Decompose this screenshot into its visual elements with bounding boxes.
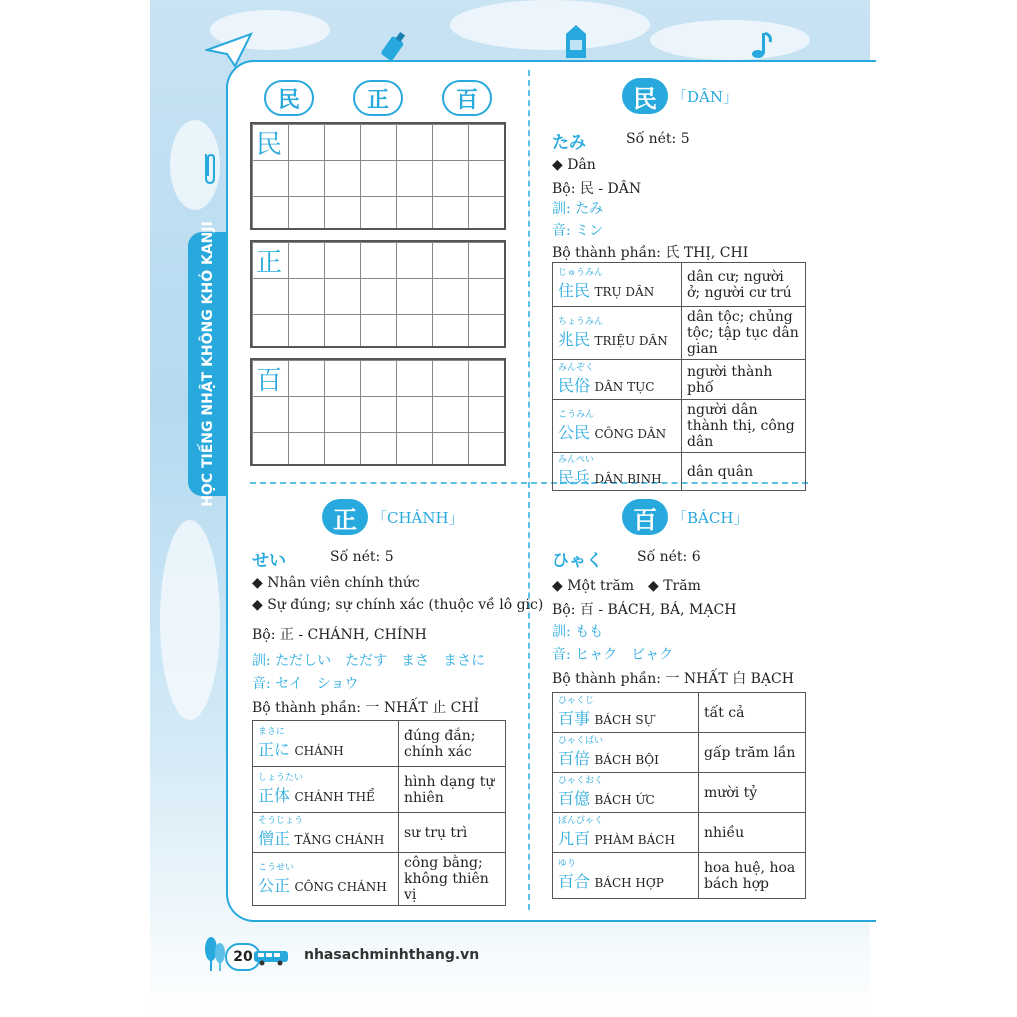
table-row: [253, 853, 506, 906]
vocab-meaning: hình dạng tự nhiên: [399, 767, 506, 813]
vocab-han-viet: DÂN TỤC: [594, 380, 655, 394]
vocab-word: 凡百: [558, 829, 591, 848]
entry-strokes: Số nét: 5: [626, 131, 690, 147]
meaning-text: Sự đúng; sự chính xác (thuộc về lô gic): [267, 597, 544, 613]
entry-kun: 訓: たみ: [552, 201, 604, 217]
vocab-word: 正に: [258, 740, 291, 759]
vocab-meaning: nhiều: [699, 813, 806, 853]
ruby: ひゃくばい: [558, 736, 604, 746]
ruby: ひゃくおく: [558, 776, 604, 786]
table-row: [553, 693, 806, 733]
practice-grid-2: [250, 240, 506, 348]
entry-radical: Bộ: 正 - CHÁNH, CHÍNH: [252, 627, 427, 643]
entry-han-viet: 「CHÁNH」: [372, 509, 464, 527]
vocab-han-viet: BÁCH HỢP: [594, 876, 664, 890]
ruby: ひゃくじ: [558, 696, 595, 706]
entry-kana: たみ: [552, 133, 586, 153]
ruby: そうじょう: [258, 816, 304, 826]
ruby: しょうたい: [258, 773, 304, 783]
vocab-meaning: hoa huệ, hoa bách hợp: [699, 853, 806, 899]
table-row: [553, 813, 806, 853]
entry-kanji-badge: 百: [622, 499, 668, 535]
vocab-word: 百倍: [558, 749, 591, 768]
table-row: [253, 767, 506, 813]
entry-meaning: ◆ Một trăm ◆ Trăm: [552, 578, 701, 594]
practice-grid-1: [250, 122, 506, 230]
vocab-han-viet: TRIỆU DÂN: [594, 333, 668, 348]
entry-on: 音: ヒャク ビャク: [552, 647, 674, 663]
entry-kana: せい: [252, 551, 286, 571]
vocab-meaning: công bằng; không thiên vị: [399, 853, 506, 906]
meaning-text: Dân: [567, 157, 596, 173]
entry-kana: ひゃく: [552, 551, 603, 571]
table-row: [253, 813, 506, 853]
entry-meaning: ◆ Dân: [552, 157, 596, 173]
table-row: [553, 263, 806, 307]
entry-components: Bộ thành phần: 一 NHẤT 止 CHỈ: [252, 700, 480, 716]
side-tab: [188, 221, 228, 507]
ruby: まさに: [258, 727, 286, 737]
vocab-word: 公正: [258, 875, 291, 895]
ruby: ちょうみん: [558, 316, 604, 327]
entry-components: Bộ thành phần: 一 NHẤT 白 BẠCH: [552, 671, 794, 687]
vocab-meaning: đúng đắn; chính xác: [399, 721, 506, 767]
entry-on: 音: ミン: [552, 223, 604, 239]
paperclip-icon: [198, 150, 222, 186]
ruby: みんぺい: [558, 455, 594, 465]
practice-kanji-1: 民: [264, 80, 314, 116]
table-row: [553, 853, 806, 899]
vocab-han-viet: CHÁNH: [294, 744, 344, 758]
table-row: [553, 453, 806, 491]
side-tab-label: HỌC TIẾNG NHẬT KHÔNG KHÓ KANJI: [200, 221, 216, 507]
vocab-table: [552, 692, 806, 899]
ruby: みんぞく: [558, 363, 595, 373]
vertical-divider: [528, 70, 530, 910]
entry-han-viet: 「BÁCH」: [672, 509, 749, 527]
vocab-han-viet: BÁCH ỨC: [594, 793, 655, 807]
tree-icon: [203, 935, 227, 971]
vocab-han-viet: DÂN BINH: [594, 472, 662, 486]
page-margin: [0, 0, 150, 1017]
grid-kanji: 百: [256, 366, 283, 396]
vocab-word: 民兵: [558, 468, 591, 487]
vocab-word: 百合: [558, 872, 591, 891]
vocab-meaning: mười tỷ: [699, 773, 806, 813]
entry-meaning: ◆ Nhân viên chính thức: [252, 575, 420, 591]
vocab-meaning: người dân thành thị, công dân: [682, 400, 806, 453]
entry-kun: 訓: ただしい ただす まさ まさに: [252, 653, 486, 669]
milk-carton-icon: [563, 22, 589, 60]
table-row: [553, 400, 806, 453]
entry-strokes: Số nét: 6: [637, 549, 701, 565]
vocab-meaning: dân quân: [682, 453, 806, 491]
entry-kanji-badge: 正: [322, 499, 368, 535]
entry-radical: Bộ: 民 - DÂN: [552, 181, 642, 197]
vocab-word: 正体: [258, 786, 291, 805]
vocab-meaning: gấp trăm lần: [699, 733, 806, 773]
vocab-word: 住民: [558, 281, 591, 300]
bus-icon: [253, 950, 289, 966]
table-row: [553, 773, 806, 813]
entry-radical: Bộ: 百 - BÁCH, BÁ, MẠCH: [552, 602, 737, 618]
vocab-word: 僧正: [258, 829, 291, 848]
meaning-text: Trăm: [663, 578, 701, 594]
ruby: こうせい: [258, 862, 295, 873]
entry-han-viet: 「DÂN」: [672, 88, 738, 106]
grid-kanji: 正: [256, 248, 283, 278]
glue-bottle-icon: [375, 28, 413, 64]
ruby: こうみん: [558, 409, 595, 420]
vocab-han-viet: CHÁNH THỂ: [294, 790, 375, 804]
table-row: [553, 307, 806, 360]
vocab-meaning: tất cả: [699, 693, 806, 733]
vocab-word: 百億: [558, 789, 591, 808]
vocab-meaning: dân tộc; chủng tộc; tập tục dân gian: [682, 307, 806, 360]
vocab-han-viet: CÔNG DÂN: [594, 426, 667, 441]
practice-kanji-3: 百: [442, 80, 492, 116]
ruby: じゅうみん: [558, 268, 604, 278]
vocab-table: [552, 262, 806, 491]
meaning-text: Một trăm: [567, 578, 634, 594]
vocab-han-viet: CÔNG CHÁNH: [294, 879, 387, 894]
table-row: [253, 721, 506, 767]
page-number: 20: [225, 943, 261, 971]
practice-kanji-2: 正: [353, 80, 403, 116]
entry-components: Bộ thành phần: 氏 THỊ, CHI: [552, 245, 749, 261]
table-row: [553, 360, 806, 400]
vocab-han-viet: TRỤ DÂN: [594, 285, 655, 299]
vocab-word: 百事: [558, 709, 591, 728]
vocab-table: [252, 720, 506, 906]
entry-meaning: ◆ Sự đúng; sự chính xác (thuộc về lô gic): [252, 597, 544, 613]
vocab-han-viet: BÁCH BỘI: [594, 753, 659, 767]
entry-on: 音: セイ ショウ: [252, 676, 359, 692]
vocab-meaning: người thành phố: [682, 360, 806, 400]
grid-kanji: 民: [256, 130, 283, 160]
meaning-text: Nhân viên chính thức: [267, 575, 420, 591]
vocab-word: 公民: [558, 422, 591, 442]
entry-kun: 訓: もも: [552, 624, 604, 640]
entry-kanji-badge: 民: [622, 78, 668, 114]
vocab-han-viet: TĂNG CHÁNH: [294, 833, 385, 847]
music-note-icon: [750, 30, 774, 60]
vocab-han-viet: BÁCH SỰ: [594, 713, 654, 727]
website-url: nhasachminhthang.vn: [304, 947, 480, 963]
vocab-word: 民俗: [558, 376, 591, 395]
practice-grid-3: [250, 358, 506, 466]
vocab-han-viet: PHÀM BÁCH: [594, 833, 675, 847]
vocab-meaning: dân cư; người ở; người cư trú: [682, 263, 806, 307]
ruby: ゆり: [558, 859, 577, 869]
vocab-word: 兆民: [558, 329, 591, 349]
vocab-meaning: sư trụ trì: [399, 813, 506, 853]
ruby: ぼんびゃく: [558, 816, 604, 826]
table-row: [553, 733, 806, 773]
entry-strokes: Số nét: 5: [330, 549, 394, 565]
